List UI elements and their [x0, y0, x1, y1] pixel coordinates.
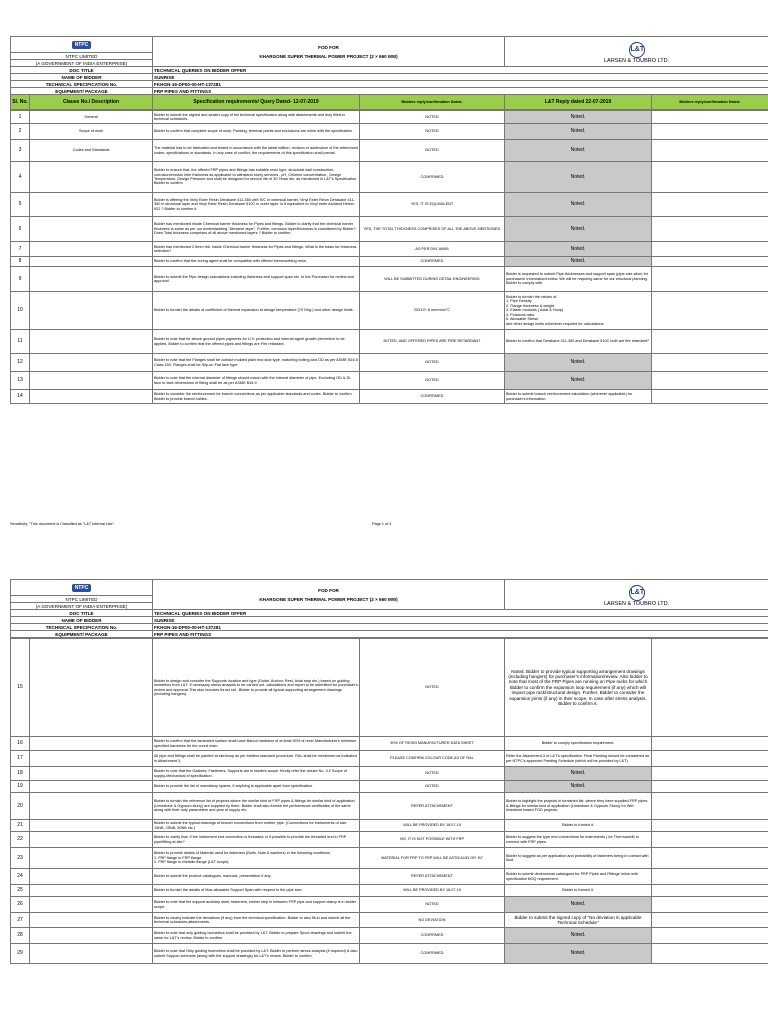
row-lt-reply: Bidder to comply specification requirement.: [505, 737, 652, 751]
row-lt-reply: Bidder to suggest the type end connections for instruments ( for Thermowell) to connect with FRP pipes.: [505, 832, 652, 848]
row-spec-query: Bidder to furnish the details of coefficient of thermal expansion at design temperature (70 Deg.) and other design limits.: [153, 292, 360, 330]
table-row: [11, 217, 768, 242]
row-spec-query: Bidder to note that the Gaskets, Fasteners, Supports are in bidders scope. Kindly refer the clause No. 4.2 Scope of supply-Mechanical of specification.: [153, 767, 360, 781]
row-sl-no: 16: [11, 737, 30, 751]
row-spec-query: Bidder to submit the product catalogues, manuals, presentation if any.: [153, 869, 360, 885]
row-clause: [30, 944, 153, 964]
row-bidder-reply-2: [652, 832, 768, 848]
spec-no-label: TECHNICAL SPECIFICATION No.: [11, 81, 153, 88]
row-sl-no: 3: [11, 140, 30, 162]
row-bidder-reply-2: [652, 781, 768, 793]
row-spec-query: Bidder to ensure that, the offered FRP pipes and fittings has suitable resin type, structural wall construction, corrosion/erosion liner thickness as applicable to withstand slurry services , pH, Chlorine concentration , Design Temperature, Design Pressure and shall be designed for service life of 30 Years etc. as mentioned in L&T's Specification. Bidder to confirm: [153, 162, 360, 193]
row-clause: [30, 390, 153, 404]
row-clause: [30, 832, 153, 848]
table-row: [11, 885, 768, 897]
row-sl-no: 15: [11, 639, 30, 737]
row-spec-query: Bidder has mentioned 2.5mm thk. inside Chemical barrier thickness for Pipes and fittings. What is the basis for thickness selection?: [153, 242, 360, 257]
row-spec-query: Bidder to note that the support auxiliary steel, fasteners, rubber strip in between FRP pipe and support clamp is in bidder scope.: [153, 897, 360, 913]
row-spec-query: Bidder to submit the Pipe design calculations including thickness and support span etc. to the Purchaser for review and approval.: [153, 267, 360, 292]
row-lt-reply: Bidder is requested to submit Pipe thicknesses and support span (pipe size-wise) for purchasers' information/review. We will be requiring same for our structural planning. Bidder to comply with.: [505, 267, 652, 292]
row-spec-query: Bidder to note that the internal diameter of fittings should match with the internal diameter of pipe. Excluding OD & ID, face to face dimensions of fitting shall be as per ASME B16.9: [153, 372, 360, 390]
row-sl-no: 19: [11, 781, 30, 793]
table-row: [11, 242, 768, 257]
row-bidder-reply: NOTED, AND OFFERED PIPES ARE FIRE RETARDANT: [360, 330, 505, 354]
row-sl-no: 20: [11, 793, 30, 820]
table-row: [11, 372, 768, 390]
row-bidder-reply: NOTED: [360, 897, 505, 913]
row-lt-reply: Noted.: [505, 372, 652, 390]
row-lt-reply: Noted.: [505, 140, 652, 162]
row-clause: [30, 793, 153, 820]
col-reply2: Bidders reply/confirmation Dated-: [652, 95, 768, 110]
row-sl-no: 28: [11, 928, 30, 944]
table-row: [11, 124, 768, 140]
table-row: [11, 897, 768, 913]
row-lt-reply: Bidder to furnish the values of, 1. Pipe Density 2. Flange thickness & weight 3. Elastic modulus ( Axial & Hoop) 4. Poissons ratio. 5. Allowable Stress and other design limits whichever required for calculations: [505, 292, 652, 330]
row-bidder-reply-2: [652, 820, 768, 832]
row-sl-no: 14: [11, 390, 30, 404]
query-table-page-2: [10, 638, 768, 964]
row-sl-no: 26: [11, 897, 30, 913]
company-subtitle: (A GOVERNMENT OF INDIA ENTERPRISE): [11, 60, 153, 67]
row-lt-reply: Bidder to furnish it.: [505, 885, 652, 897]
row-lt-reply: Noted. Bidder to provide typical supporting arrangement drawings (including hangers) for purchaser's information/review. Also bidder to note that most of the FRP Pipes are running on Pipe racks for which Bidder to confirm the expansion loop requirement (if any) which will impact pipe rack/structural design. Further, Bidder to consider the expansion joints (if any) in their scope, In case after stress analysis. Bidder to confirm it.: [505, 639, 652, 737]
table-row: [11, 820, 768, 832]
table-row: [11, 793, 768, 820]
bidder-value: SUNRISE: [153, 74, 768, 81]
row-spec-query: Bidder is offering the Vinly Ester Resin Derakane 411-350 with S/C in chemical barrier, Vinyl Ester Resin Derakane 411-350 in structural layer and Vinyl Ester Resin Derakane 510C in outer layer. Is it equivalent to Vinyl ester Ashland Hetron 922 ? Bidder to confirm it.: [153, 193, 360, 217]
row-spec-query: Bidder to note that for above ground pipes pigments for U.V. protection and internal agent growth preventive to be applied. Bidder to confirm that the offered pipes and fittings are Fire retardant.: [153, 330, 360, 354]
doc-title-cell: [153, 580, 505, 610]
row-lt-reply: Noted.: [505, 257, 652, 267]
col-clause: Clause No./ Description: [30, 95, 153, 110]
row-bidder-reply: WILL BE PROVIDED BY 18.07.19: [360, 885, 505, 897]
row-sl-no: 17: [11, 751, 30, 767]
col-spec: Specification requirements/ Query Dated- 12-07-2019: [153, 95, 360, 110]
row-bidder-reply-2: [652, 292, 768, 330]
row-clause: [30, 292, 153, 330]
row-bidder-reply-2: [652, 140, 768, 162]
header-table: [10, 36, 768, 110]
row-clause: [30, 193, 153, 217]
row-spec-query: Bidder to furnish the details of Max allowable Support Span with respect to the pipe size.: [153, 885, 360, 897]
row-bidder-reply-2: [652, 242, 768, 257]
ntpc-logo-icon: NTPC: [72, 584, 92, 592]
sheet-page-1: [10, 36, 768, 404]
row-clause: [30, 751, 153, 767]
row-clause: [30, 885, 153, 897]
row-sl-no: 10: [11, 292, 30, 330]
table-row: [11, 354, 768, 372]
row-sl-no: 11: [11, 330, 30, 354]
row-bidder-reply-2: [652, 330, 768, 354]
row-spec-query: Bidder to confirm that complete scope of work, Packing, terminal points and exclusions are inline with the specification.: [153, 124, 360, 140]
row-lt-reply: Noted.: [505, 111, 652, 124]
table-row: [11, 257, 768, 267]
row-lt-reply: Bidder to suggest as per application and probability of fasteners being in contact with fluid.: [505, 848, 652, 869]
row-sl-no: 6: [11, 217, 30, 242]
row-clause: [30, 639, 153, 737]
table-row: [11, 639, 768, 737]
row-bidder-reply-2: [652, 193, 768, 217]
row-bidder-reply-2: [652, 162, 768, 193]
bidder-value: SUNRISE: [153, 617, 768, 624]
package-value: FRP PIPES AND FITTINGS: [153, 631, 768, 638]
row-bidder-reply-2: [652, 869, 768, 885]
row-clause: [30, 372, 153, 390]
title-line-2: KHARGONE SUPER THERMAL POWER PROJECT (2 × 660 MW): [259, 53, 398, 59]
bidder-label: NAME OF BIDDER: [11, 74, 153, 81]
row-clause: Scope of work: [30, 124, 153, 140]
row-sl-no: 18: [11, 767, 30, 781]
row-bidder-reply-2: [652, 217, 768, 242]
row-clause: [30, 257, 153, 267]
table-row: [11, 267, 768, 292]
title-line-2: KHARGONE SUPER THERMAL POWER PROJECT (2 × 660 MW): [259, 596, 398, 602]
row-lt-reply: Noted.: [505, 767, 652, 781]
row-clause: [30, 267, 153, 292]
row-bidder-reply: WILL BE PROVIDED BY 18.07.19: [360, 820, 505, 832]
row-bidder-reply: CONFIRMED: [360, 257, 505, 267]
row-spec-query: Bidder to confirm that the laminated surface shall have Barcol hardness of at least 90% of resin Manufacturer's minimum specified hardness for the cured resin.: [153, 737, 360, 751]
row-lt-reply: Refer the Attachment-3 of L&T's specification. Final Painting should be considered as per NTPC's approved Painting Schedule (which will be provided by L&T).: [505, 751, 652, 767]
doc-title-label: DOC TITLE: [11, 67, 153, 74]
row-sl-no: 2: [11, 124, 30, 140]
row-bidder-reply: 20X10^-6 mm/mm/°C: [360, 292, 505, 330]
row-clause: [30, 162, 153, 193]
row-sl-no: 27: [11, 913, 30, 928]
row-lt-reply: Bidder to highlight the projects in furnished list, where they have supplied FRP pipes & fittings for similar kind of application (Limestone & Gypsum Slurry) for Wet limestone based FGD projects.: [505, 793, 652, 820]
table-row: [11, 751, 768, 767]
row-sl-no: 22: [11, 832, 30, 848]
table-row: [11, 781, 768, 793]
row-clause: [30, 820, 153, 832]
table-row: [11, 737, 768, 751]
doc-title-value: TECHNICAL QUERIES ON BIDDER OFFER: [153, 67, 768, 74]
row-clause: Codes and Standards: [30, 140, 153, 162]
row-clause: [30, 848, 153, 869]
row-lt-reply: Bidder to confirm that Derakane 411-350 and Derakane 510C both are fire retardant?: [505, 330, 652, 354]
row-bidder-reply-2: [652, 372, 768, 390]
table-row: [11, 913, 768, 928]
row-bidder-reply-2: [652, 767, 768, 781]
column-header-row: [11, 95, 768, 110]
row-bidder-reply: CONFIRMED: [360, 162, 505, 193]
header-table-2: [10, 579, 768, 638]
row-bidder-reply-2: [652, 354, 768, 372]
lt-logo-icon: L&T: [629, 585, 645, 601]
table-row: [11, 869, 768, 885]
spec-no-value: FKHGN-16-DP00-00-HT-137281: [153, 81, 768, 88]
row-spec-query: Bidder to clearly indicate the deviations (if any) from the technical specification. Bidder to also fill-in and submit all the technical schedules,attachments.: [153, 913, 360, 928]
doc-title-cell: [153, 37, 505, 67]
row-sl-no: 1: [11, 111, 30, 124]
sheet-page-2: [10, 579, 768, 964]
row-bidder-reply: CONFIRMED: [360, 944, 505, 964]
company-name: NTPC LIMITED: [11, 53, 153, 60]
doc-title-value: TECHNICAL QUERIES ON BIDDER OFFER: [153, 610, 768, 617]
row-bidder-reply-2: [652, 913, 768, 928]
row-lt-reply: Noted.: [505, 217, 652, 242]
title-line-1: FOD FOR: [318, 587, 339, 593]
row-spec-query: Bidder to design and consider the Supports location and type (Guide, Anchor, Rest, Axial stop etc.) based on guiding isometrics from L&T. If necessary stress analysis to be carried out. calculations and report to be submitted for purchaser's review and approval.This also includes thrust cal.. Bidder to provide all typical supporting arrangement drawings (including hangers).: [153, 639, 360, 737]
contractor-name: LARSEN & TOUBRO LTD.: [603, 600, 670, 607]
row-bidder-reply: CONFIRMED: [360, 390, 505, 404]
row-clause: [30, 897, 153, 913]
company-subtitle: (A GOVERNMENT OF INDIA ENTERPRISE): [11, 603, 153, 610]
package-label: EQUIPMENT/ PACKAGE: [11, 631, 153, 638]
row-bidder-reply-2: [652, 897, 768, 913]
doc-title-label: DOC TITLE: [11, 610, 153, 617]
row-lt-reply: Noted.: [505, 944, 652, 964]
table-row: [11, 928, 768, 944]
row-spec-query: Bidder to submit the signed and sealed copy of full technical specification along with attachments and duly filled-in technical schedules.: [153, 111, 360, 124]
row-sl-no: 4: [11, 162, 30, 193]
row-bidder-reply: NOTED: [360, 767, 505, 781]
row-spec-query: Bidder to clarify that, if the instrument end connection is threaded, is it possible to provide the threaded end in FRP pipe/fitting at site?: [153, 832, 360, 848]
row-bidder-reply: NO, IT IS NOT POSSIBLE WITH FRP: [360, 832, 505, 848]
table-row: [11, 767, 768, 781]
row-spec-query: Bidder to note that only guiding Isometrics shall be provided by L&T. Bidder to prepare Spool drawings and submit the same for L&T's review. Bidder to confirm.: [153, 928, 360, 944]
row-bidder-reply-2: [652, 928, 768, 944]
row-lt-reply: Noted.: [505, 928, 652, 944]
lt-logo-cell: [505, 580, 768, 610]
row-clause: [30, 928, 153, 944]
table-row: [11, 390, 768, 404]
row-sl-no: 25: [11, 885, 30, 897]
ntpc-logo-icon: NTPC: [72, 41, 92, 49]
col-reply: Bidders reply/confirmation Dated-: [360, 95, 505, 110]
row-lt-reply: Noted.: [505, 162, 652, 193]
row-spec-query: Bidder to furnish the reference list of projects where the similar kind of FRP pipes & fittings for similar kind of application (Limestone & Gypsum slurry) are supplied by them. Bidder shall also furnish the performance certificates of the same along with their duty parameters and year of supply etc.: [153, 793, 360, 820]
row-lt-reply: Bidder to submit the signed copy of "No deviation in applicable Technical Schedule": [505, 913, 652, 928]
row-bidder-reply-2: [652, 793, 768, 820]
row-sl-no: 12: [11, 354, 30, 372]
row-bidder-reply: NOTED: [360, 372, 505, 390]
row-clause: [30, 913, 153, 928]
row-spec-query: All pipe and fittings shall be painted at site/shop as per bidders standard procedure. RAL shall be mentioned as indicated in Attachment 3.: [153, 751, 360, 767]
row-spec-query: Bidder to confirm that the curing agent shall be compatible with offered thermosetting resin.: [153, 257, 360, 267]
table-row: [11, 111, 768, 124]
row-clause: [30, 354, 153, 372]
row-lt-reply: Bidder to furnish it.: [505, 820, 652, 832]
spec-no-value: FKHGN-16-DP00-00-HT-137281: [153, 624, 768, 631]
row-bidder-reply: NOTED: [360, 111, 505, 124]
spec-no-label: TECHNICAL SPECIFICATION No.: [11, 624, 153, 631]
package-value: FRP PIPES AND FITTINGS: [153, 88, 768, 95]
row-spec-query: Bidder to provide details of Material used for fasteners (Bolts, Nuts & washers) in the following conditions 1. FRP flange to FRP flange. 2. FRP flange to Metallic flange (L&T scope).: [153, 848, 360, 869]
package-label: EQUIPMENT/ PACKAGE: [11, 88, 153, 95]
row-clause: [30, 242, 153, 257]
row-sl-no: 29: [11, 944, 30, 964]
row-bidder-reply-2: [652, 124, 768, 140]
row-bidder-reply-2: [652, 267, 768, 292]
row-bidder-reply: WILL BE SUBMITTED DURING DETAIL ENGINEERING: [360, 267, 505, 292]
row-lt-reply: Noted.: [505, 242, 652, 257]
row-bidder-reply-2: [652, 737, 768, 751]
col-lt: L&T Reply dated 22-07-2019: [505, 95, 652, 110]
row-clause: [30, 330, 153, 354]
row-bidder-reply: MATERIAL FOR FRP TO FRP WILL BE ASTM A193 GR. B7: [360, 848, 505, 869]
row-spec-query: Bidder to note that Only guiding Isometrics shall be provided by L&T. Bidder to perform stress analysis (if required) & also submit Support schedule (along with the support drawings) for L&T's review. Bidder to confirm.: [153, 944, 360, 964]
row-lt-reply: Noted.: [505, 897, 652, 913]
row-clause: [30, 737, 153, 751]
lt-logo-cell: [505, 37, 768, 67]
row-bidder-reply: AS PER DIN 16965: [360, 242, 505, 257]
row-bidder-reply-2: [652, 751, 768, 767]
table-row: [11, 193, 768, 217]
row-lt-reply: Bidder to submit branch reinforcement calculation (wherever applicable) for purchaser's information.: [505, 390, 652, 404]
row-bidder-reply-2: [652, 111, 768, 124]
row-bidder-reply: NOTED: [360, 354, 505, 372]
table-row: [11, 848, 768, 869]
row-spec-query: The material has to be fabricated and tested in accordance with the latest edition, revision or addendum of the referenced codes, specifications or standards. In any case of conflict, the requirements of this specification shall prevail.: [153, 140, 360, 162]
row-spec-query: Bidder to note that the Flanges shall be contact molded plain end stub type, matching bolting and OD as per ASME B16.5 Class 150. Flanges shall be Slip-on Flat face type.: [153, 354, 360, 372]
row-clause: [30, 869, 153, 885]
col-sl: Sl. No.: [11, 95, 30, 110]
row-bidder-reply-2: [652, 885, 768, 897]
row-sl-no: 8: [11, 257, 30, 267]
row-bidder-reply: REFER ATTACHEMENT: [360, 793, 505, 820]
row-sl-no: 21: [11, 820, 30, 832]
row-bidder-reply: YES, IT IS EQUIVALENT: [360, 193, 505, 217]
row-bidder-reply: NOTED: [360, 140, 505, 162]
row-clause: [30, 217, 153, 242]
title-line-1: FOD FOR: [318, 44, 339, 50]
row-bidder-reply: CONFIRMED: [360, 928, 505, 944]
sensitivity-note: Sensitivity: "This document is Classified as "L&T Internal Use".: [10, 522, 116, 526]
row-bidder-reply: NOTED: [360, 639, 505, 737]
ntpc-logo: [11, 580, 153, 596]
row-lt-reply: Noted.: [505, 781, 652, 793]
row-clause: [30, 781, 153, 793]
row-bidder-reply: NO DEVIATION: [360, 913, 505, 928]
row-bidder-reply: 90% OF RESIN MANUFACTURER DATA SHEET: [360, 737, 505, 751]
table-row: [11, 330, 768, 354]
row-bidder-reply-2: [652, 944, 768, 964]
table-row: [11, 292, 768, 330]
row-lt-reply: Noted.: [505, 354, 652, 372]
row-bidder-reply: PLEASE CONFIRM COLOUR CODE AS OF RAL: [360, 751, 505, 767]
table-row: [11, 162, 768, 193]
page-footer: [10, 522, 768, 532]
row-bidder-reply: YES, THE TOTAL THICKNESS COMPRISES OF ALL THE ABOVE MENTIONED: [360, 217, 505, 242]
row-sl-no: 5: [11, 193, 30, 217]
row-lt-reply: Noted.: [505, 124, 652, 140]
row-clause: General: [30, 111, 153, 124]
row-spec-query: Bidder has mentioned inside Chemical barrier thickness for Pipes and fittings. Bidder to clarify that the chemical barrier thickness is same as per our understanding "Abrasive layer". Further, corrosion layer/thickness is considered by Bidder? Does Total thickness comprises of all above mentioned layers ? Bidder to confirm.: [153, 217, 360, 242]
page-number: Page 1 of 4: [372, 522, 392, 526]
bidder-label: NAME OF BIDDER: [11, 617, 153, 624]
row-spec-query: Bidder to submit the typical drawings of branch connections from mother pipe. (Connections for instruments of size 15NB, 25NB, 50NB etc.): [153, 820, 360, 832]
table-row: [11, 944, 768, 964]
table-row: [11, 140, 768, 162]
row-bidder-reply-2: [652, 848, 768, 869]
contractor-name: LARSEN & TOUBRO LTD.: [603, 57, 670, 64]
row-spec-query: Bidder to provide the list of mandatory spares, if anything is applicable apart from specification.: [153, 781, 360, 793]
row-bidder-reply-2: [652, 257, 768, 267]
row-sl-no: 7: [11, 242, 30, 257]
row-sl-no: 13: [11, 372, 30, 390]
row-sl-no: 9: [11, 267, 30, 292]
row-spec-query: Bidder to consider the reinforcement for branch connections as per applicable standards and codes. Bidder to confirm. Bidder to provide branch tables.: [153, 390, 360, 404]
row-bidder-reply-2: [652, 639, 768, 737]
query-table-page-1: [10, 110, 768, 404]
lt-logo-icon: L&T: [629, 42, 645, 58]
row-lt-reply: Noted.: [505, 193, 652, 217]
table-row: [11, 832, 768, 848]
company-name: NTPC LIMITED: [11, 596, 153, 603]
row-clause: [30, 767, 153, 781]
row-sl-no: 24: [11, 869, 30, 885]
row-bidder-reply: NOTED: [360, 124, 505, 140]
ntpc-logo: [11, 37, 153, 53]
row-bidder-reply: REFER ATTACHEMENT: [360, 869, 505, 885]
row-lt-reply: Bidder to submit dimensional catalogues for FRP Pipes and Fittings' inline with specification BOQ requirement.: [505, 869, 652, 885]
row-bidder-reply: NOTED: [360, 781, 505, 793]
row-sl-no: 23: [11, 848, 30, 869]
row-bidder-reply-2: [652, 390, 768, 404]
